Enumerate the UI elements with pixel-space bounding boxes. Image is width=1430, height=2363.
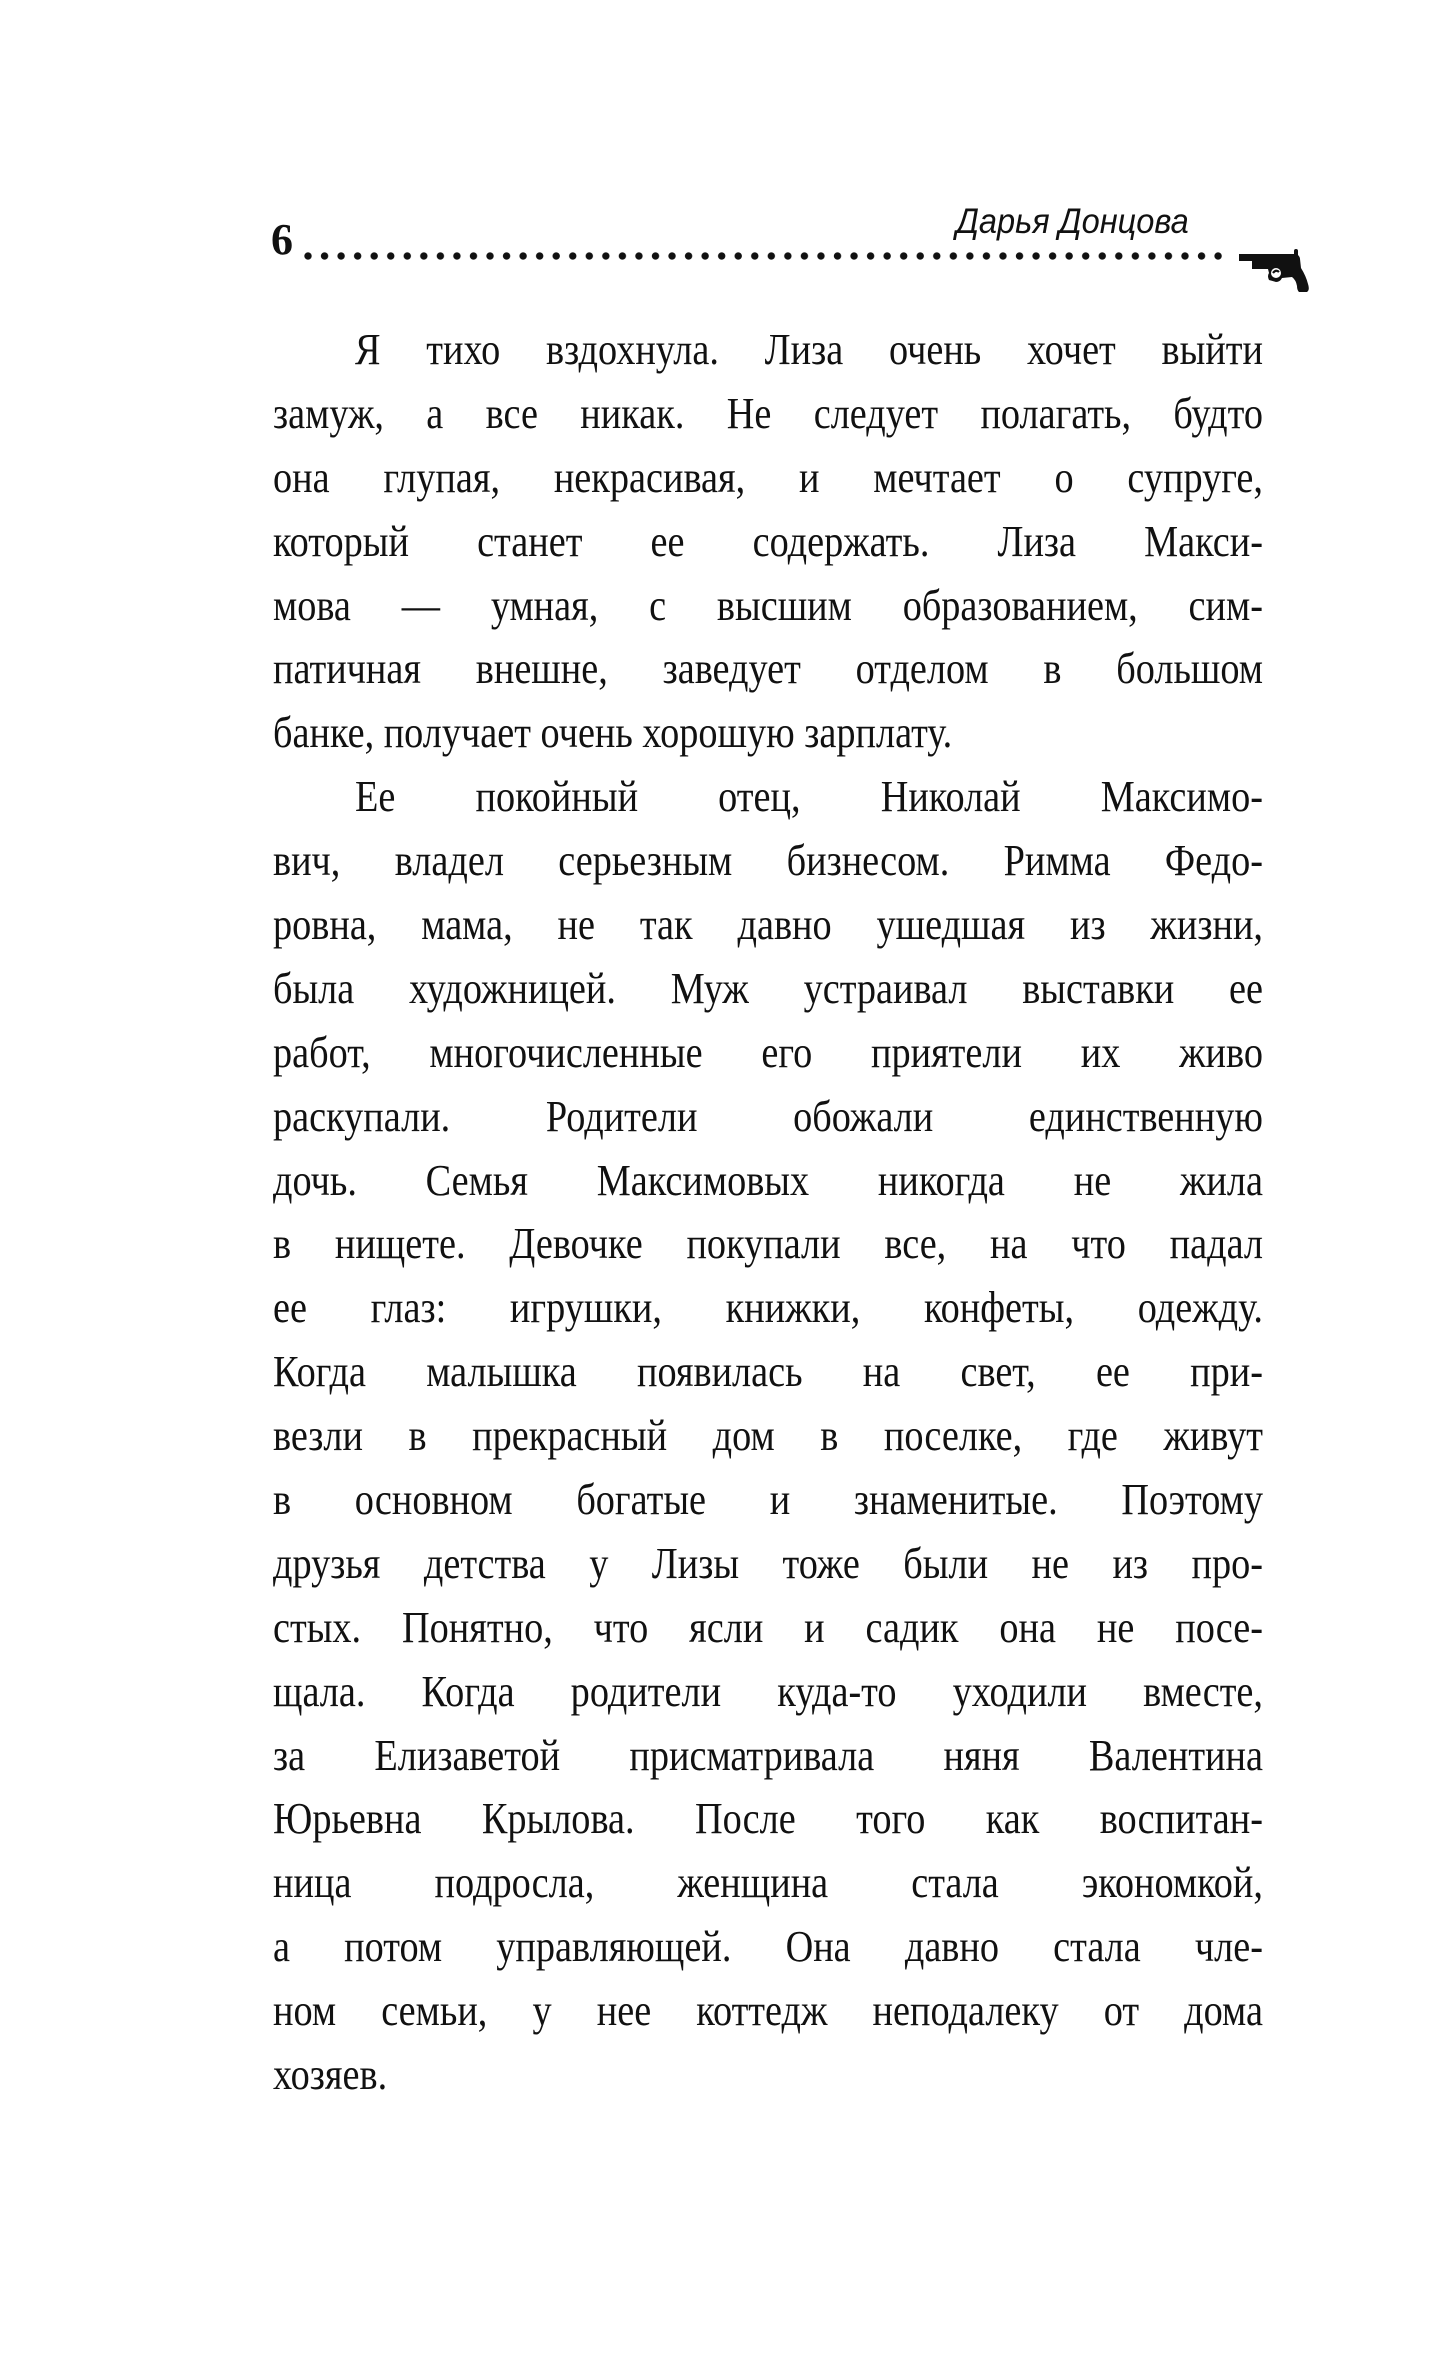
text-line: Юрьевна Крылова. После того как воспитан- bbox=[273, 1793, 1263, 1844]
text-line: друзья детства у Лизы тоже были не из про- bbox=[273, 1537, 1263, 1588]
text-line: мова — умная, с высшим образованием, сим- bbox=[273, 579, 1263, 630]
text-line: в основном богатые и знаменитые. Поэтому bbox=[273, 1474, 1263, 1525]
text-line: стых. Понятно, что ясли и садик она не посе- bbox=[273, 1601, 1263, 1652]
text-line: хозяев. bbox=[273, 2049, 388, 2100]
text-line: работ, многочисленные его приятели их живо bbox=[273, 1026, 1263, 1077]
text-line: дочь. Семья Максимовых никогда не жила bbox=[273, 1154, 1263, 1205]
text-line: была художницей. Муж устраивал выставки ее bbox=[273, 962, 1263, 1013]
text-line: замуж, а все никак. Не следует полагать, будто bbox=[273, 387, 1263, 438]
page-number: 6 bbox=[271, 215, 293, 264]
text-line: ном семьи, у нее коттедж неподалеку от дома bbox=[273, 1985, 1263, 2036]
text-line: ровна, мама, не так давно ушедшая из жизни, bbox=[273, 899, 1263, 950]
text-line: она глупая, некрасивая, и мечтает о супруге, bbox=[273, 451, 1263, 502]
text-line: патичная внешне, заведует отделом в большом bbox=[273, 643, 1263, 694]
text-line: банке, получает очень хорошую зарплату. bbox=[273, 707, 953, 758]
running-head-author: Дарья Донцова bbox=[956, 202, 1189, 241]
text-line: Ее покойный отец, Николай Максимо- bbox=[355, 771, 1263, 822]
text-line: ница подросла, женщина стала экономкой, bbox=[273, 1857, 1263, 1908]
dotted-leader-line bbox=[304, 252, 1226, 260]
paragraph-1 bbox=[273, 318, 1263, 765]
text-line: раскупали. Родители обожали единственную bbox=[273, 1090, 1263, 1141]
text-line: Я тихо вздохнула. Лиза очень хочет выйти bbox=[355, 324, 1263, 374]
text-line: щала. Когда родители куда-то уходили вместе, bbox=[273, 1665, 1263, 1716]
text-line: вич, владел серьезным бизнесом. Римма Федо- bbox=[273, 835, 1263, 886]
body-text bbox=[273, 318, 1263, 2107]
text-line: везли в прекрасный дом в поселке, где живут bbox=[273, 1410, 1263, 1461]
text-line: ее глаз: игрушки, книжки, конфеты, одежду. bbox=[273, 1282, 1263, 1333]
text-line: за Елизаветой присматривала няня Валентина bbox=[273, 1729, 1263, 1780]
revolver-icon bbox=[1236, 246, 1312, 296]
text-line: а потом управляющей. Она давно стала чле- bbox=[273, 1921, 1263, 1972]
text-line: который станет ее содержать. Лиза Макси- bbox=[273, 515, 1263, 566]
text-line: Когда малышка появилась на свет, ее при- bbox=[273, 1346, 1263, 1397]
text-line: в нищете. Девочке покупали все, на что падал bbox=[273, 1218, 1263, 1269]
paragraph-2 bbox=[273, 765, 1263, 2107]
